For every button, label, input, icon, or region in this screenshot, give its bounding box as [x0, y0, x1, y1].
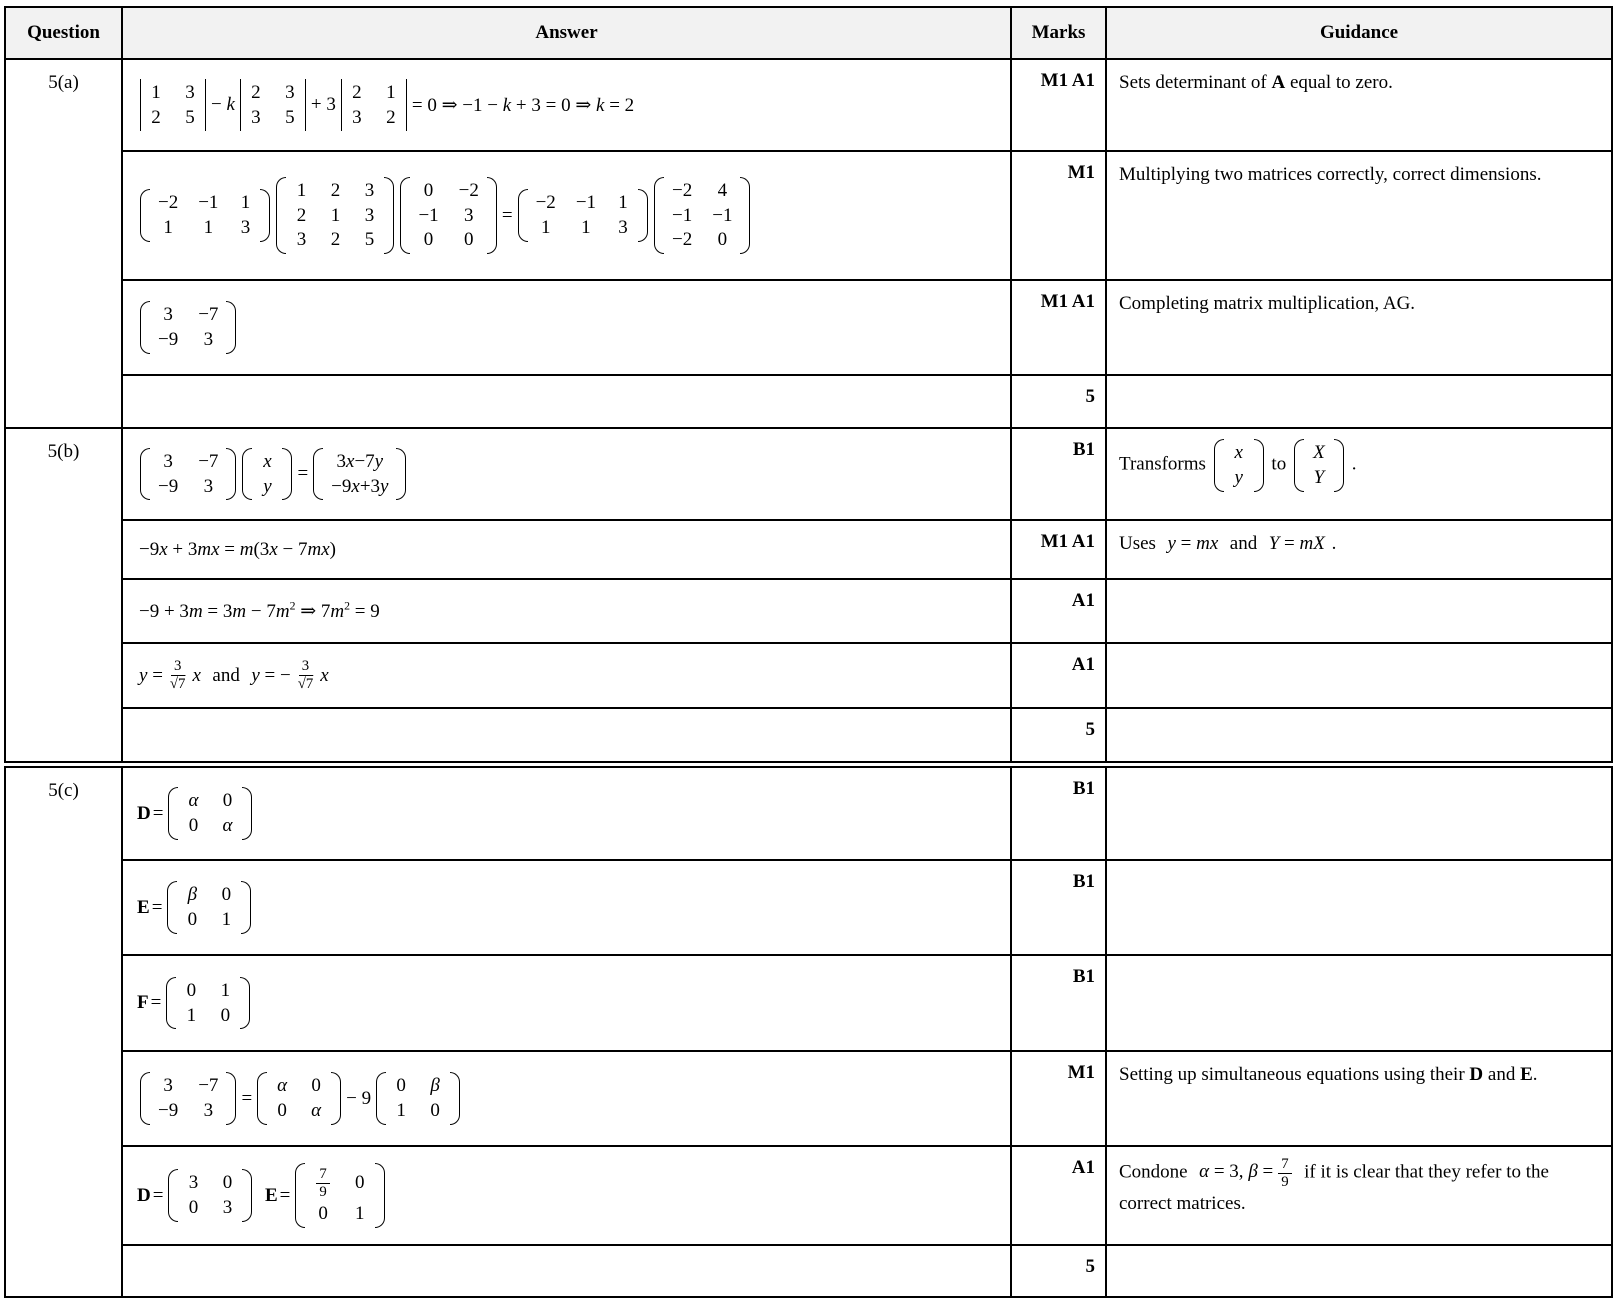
answer-cell — [122, 375, 1011, 428]
answer-cell — [122, 708, 1011, 762]
fraction: $\frac{7}{9}$ — [316, 1166, 329, 1200]
question-label: 5(c) — [5, 767, 122, 1297]
guidance-cell: Condone α = 3, β = $\frac{7}{9}$ if it is clear that they refer to the correct matrices. — [1106, 1146, 1612, 1245]
guidance-cell: Transforms x y to X Y . — [1106, 428, 1612, 520]
answer-cell: −2 −1 1 1 1 3 1 2 3 2 1 3 3 2 5 0 −2 −1 3 0 0 = −2 −1 1 1 1 3 −2 4 −1 −1 −2 0 — [122, 151, 1011, 280]
marks-cell: 5 — [1011, 708, 1106, 762]
marks-cell: A1 — [1011, 579, 1106, 643]
matrix: −2 −1 1 1 1 3 — [140, 188, 270, 243]
matrix: α 0 0 α — [257, 1071, 341, 1126]
guidance-cell — [1106, 708, 1612, 762]
matrix: x y — [242, 447, 292, 502]
mark-scheme-table — [4, 6, 1613, 763]
table-header — [5, 7, 1612, 59]
matrix: $\frac{7}{9}$ 0 0 1 — [295, 1162, 384, 1229]
matrix: −2 −1 1 1 1 3 — [518, 188, 648, 243]
guidance-cell — [1106, 1245, 1612, 1297]
question-label: 5(a) — [5, 59, 122, 428]
guidance-cell — [1106, 955, 1612, 1051]
guidance-cell — [1106, 579, 1612, 643]
matrix: 0 1 1 0 — [166, 976, 250, 1031]
answer-cell: F = 0 1 1 0 — [122, 955, 1011, 1051]
header-question: Question — [5, 7, 122, 59]
answer-cell: 3 −7 −9 3 = α 0 0 α − 9 0 β 1 0 — [122, 1051, 1011, 1146]
matrix: β 0 0 1 — [167, 880, 251, 935]
mark-row — [5, 579, 1612, 643]
answer-cell: $-9 + 3m = 3m - 7m^2$ ⇒ $7m^2 = 9$ — [122, 579, 1011, 643]
mark-row — [5, 1051, 1612, 1146]
mark-row — [5, 280, 1612, 375]
total-row — [5, 1245, 1612, 1297]
marks-cell: B1 — [1011, 767, 1106, 860]
guidance-cell: Completing matrix multiplication, AG. — [1106, 280, 1612, 375]
marks-cell: M1 A1 — [1011, 59, 1106, 151]
header-guidance: Guidance — [1106, 7, 1612, 59]
guidance-cell — [1106, 643, 1612, 708]
answer-cell — [122, 280, 1011, 375]
matrix: 0 β 1 0 — [376, 1071, 460, 1126]
marks-cell: M1 A1 — [1011, 520, 1106, 579]
guidance-cell: Uses y = mx and Y = mX . — [1106, 520, 1612, 579]
answer-cell: D = 3 0 0 3 E = $\frac{7}{9}$ 0 0 1 — [122, 1146, 1011, 1245]
question-label: 5(b) — [5, 428, 122, 762]
mark-row — [5, 520, 1612, 579]
mark-row — [5, 59, 1612, 151]
marks-cell: B1 — [1011, 860, 1106, 955]
table-body-main — [5, 59, 1612, 762]
matrix: 3 −7 −9 3 — [140, 447, 236, 502]
total-row — [5, 708, 1612, 762]
matrix: 3 −7 −9 3 — [140, 1071, 236, 1126]
matrix: −2 4 −1 −1 −2 0 — [654, 176, 750, 256]
header-row — [5, 7, 1612, 59]
mark-row — [5, 643, 1612, 708]
answer-cell: E = β 0 0 1 — [122, 860, 1011, 955]
guidance-cell — [1106, 767, 1612, 860]
fraction: $\frac{3}{√7}$ — [169, 658, 186, 692]
guidance-cell — [1106, 860, 1612, 955]
header-answer: Answer — [122, 7, 1011, 59]
marks-cell: 5 — [1011, 1245, 1106, 1297]
marks-cell: M1 — [1011, 1051, 1106, 1146]
marks-cell: 5 — [1011, 375, 1106, 428]
answer-cell — [122, 1245, 1011, 1297]
fraction: $\frac{7}{9}$ — [1278, 1156, 1291, 1190]
matrix: α 0 0 α — [168, 786, 252, 841]
marks-cell: M1 — [1011, 151, 1106, 280]
marks-cell: M1 A1 — [1011, 280, 1106, 375]
mark-scheme-table-continued — [4, 766, 1613, 1298]
matrix: 3x−7y −9x+3y — [313, 447, 406, 502]
marks-cell: A1 — [1011, 1146, 1106, 1245]
marks-cell: B1 — [1011, 955, 1106, 1051]
answer-cell: 1 3 2 5 − k 2 3 3 5 + 3 2 1 3 2 = 0 ⇒ −1 − k + 3 = 0 ⇒ k = 2 — [122, 59, 1011, 151]
mark-row — [5, 955, 1612, 1051]
total-row — [5, 375, 1612, 428]
determinant: 2 3 3 5 — [240, 78, 306, 133]
matrix: X Y — [1294, 438, 1344, 493]
header-marks: Marks — [1011, 7, 1106, 59]
determinant: 1 3 2 5 — [140, 78, 206, 133]
guidance-cell: Sets determinant of A equal to zero. — [1106, 59, 1612, 151]
mark-row — [5, 767, 1612, 860]
mark-row — [5, 151, 1612, 280]
guidance-cell: Multiplying two matrices correctly, correct dimensions. — [1106, 151, 1612, 280]
matrix: 0 −2 −1 3 0 0 — [400, 176, 496, 256]
mark-row — [5, 1146, 1612, 1245]
answer-cell: D = α 0 0 α — [122, 767, 1011, 860]
answer-cell: −9x + 3mx = m(3x − 7mx) — [122, 520, 1011, 579]
matrix: 3 −7 −9 3 — [140, 300, 236, 355]
mark-row — [5, 860, 1612, 955]
guidance-cell — [1106, 375, 1612, 428]
marks-cell: A1 — [1011, 643, 1106, 708]
matrix: 1 2 3 2 1 3 3 2 5 — [276, 176, 394, 256]
table-body-continued — [5, 767, 1612, 1297]
matrix: x y — [1214, 438, 1264, 493]
mark-row — [5, 428, 1612, 520]
guidance-cell: Setting up simultaneous equations using their D and E. — [1106, 1051, 1612, 1146]
determinant: 2 1 3 2 — [341, 78, 407, 133]
answer-cell: 3 −7 −9 3 x y = 3x−7y −9x+3y — [122, 428, 1011, 520]
answer-cell: y = $\frac{3}{√7}$ x and y = − $\frac{3}{√7}$ x — [122, 643, 1011, 708]
matrix: 3 0 0 3 — [168, 1168, 252, 1223]
fraction: $\frac{3}{√7}$ — [297, 658, 314, 692]
marks-cell: B1 — [1011, 428, 1106, 520]
